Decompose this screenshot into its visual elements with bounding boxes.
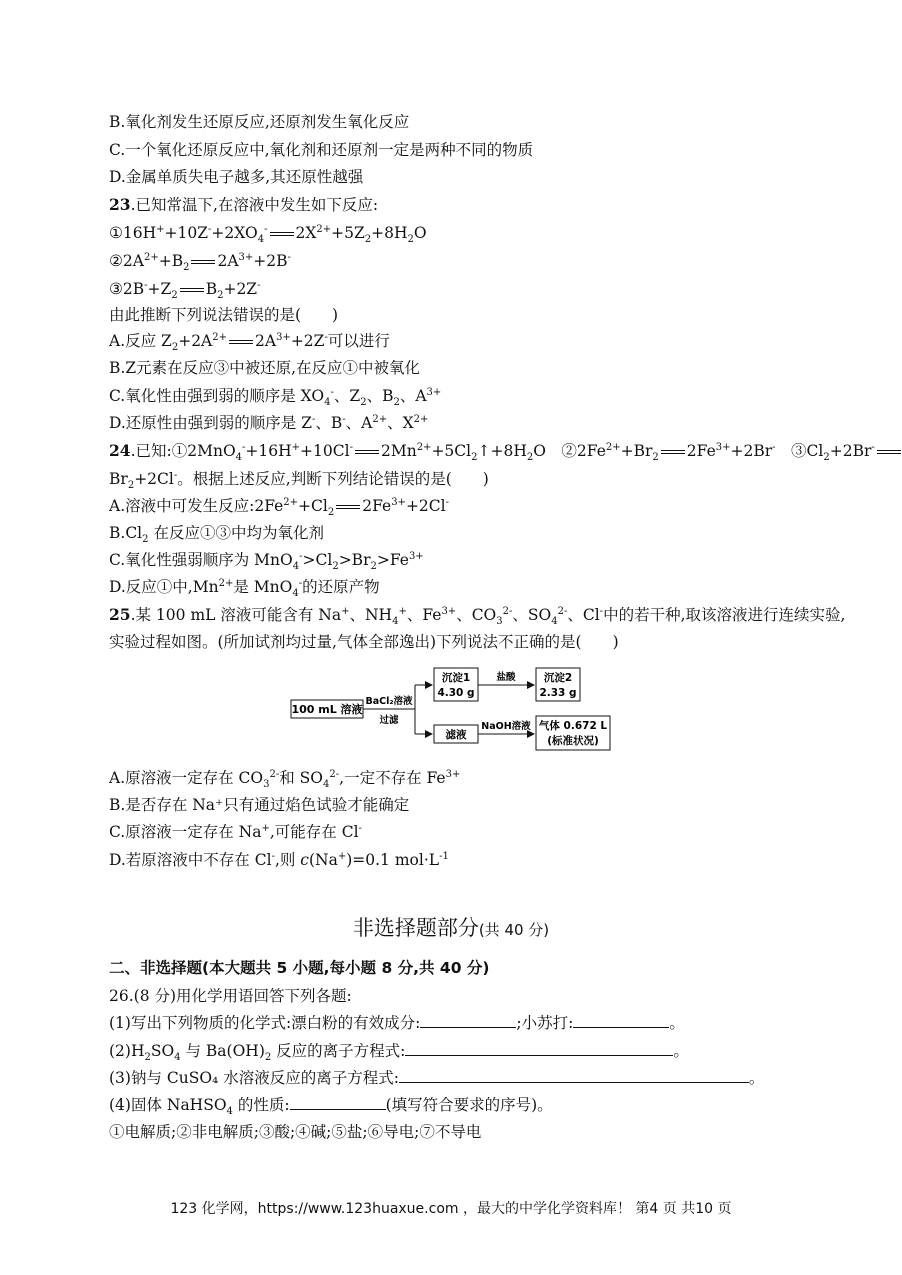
q24-option-d: D.反应①中$,Mn^{2+}$是 MnO$_4$-的还原产物 [109,577,380,600]
q26-part1-text-a: (1)写出下列物质的化学式:漂白粉的有效成分: [109,1014,421,1032]
gas-condition: (标准状况) [547,735,599,747]
q26-part3: (3)钠与 CuSO₄ 水溶液反应的离子方程式: 。 [109,1069,765,1087]
q25-option-a: A.原溶液一定存在 $CO_3^{2-}$和 $SO_4^{2-}$,一定不存在 $Fe^{3+}$ [109,768,461,791]
q26-part4: (4)固体 NaHSO$_4$ 的性质: (填写符合要求的序号)。 [109,1096,553,1118]
page-footer: 123 化学网，https://www.123huaxue.com ，最大的中学化学资料库！ 第4 页 共10 页 [170,1201,732,1217]
q23-option-a: A.反应 $Z_2+2A^{2+}$ $2A^{3+}+2Z^-$可以进行 [109,331,390,354]
q23-stem-text: .已知常温下,在溶液中发生如下反应: [130,196,379,214]
q23-question: 由此推断下列说法错误的是( ) [109,306,339,324]
answer-blank[interactable] [573,1013,669,1028]
q25-stem-line2: 实验过程如图。(所加试剂均过量,气体全部逸出)下列说法不正确的是( ) [109,633,619,651]
q24-question: 根据上述反应,判断下列结论错误的是( ) [192,470,489,488]
gas-volume: 气体 0.672 L [538,720,608,732]
answer-blank[interactable] [399,1068,749,1083]
answer-blank[interactable] [420,1013,516,1028]
ppt2-mass: 2.33 g [539,687,577,699]
start-label: 100 mL 溶液 [291,703,363,716]
q24-reactions-line1: 24.已知:①2MnO$_4$-+16H++10Cl- $2Mn^{2+}+5Cl_2↑+8H_2O$ $②2Fe^{2+}+Br_2$ $2Fe^{3+}+2Br^-$ $③Cl_2+2Br^-$ [109,441,902,461]
q23-option-b: B.Z元素在反应③中被还原,在反应①中被氧化 [109,359,421,377]
q24-option-b: $B.Cl_2$ 在反应①③中均为氧化剂 [109,524,324,546]
q26-stem: 26.(8 分)用化学用语回答下列各题: [109,987,352,1005]
q23-number: 23 [109,195,131,214]
q25-option-c: C.原溶液一定存在 Na+,可能存在 Cl- [109,822,362,841]
q23-option-c: C.氧化性由强到弱的顺序是 $XO_4^-$、$Z_2$、$B_2$、$A^{3+}$ [109,386,442,409]
reagent3-label: NaOH溶液 [481,721,531,732]
q26-part4-text: (填写符合要求的序号)。 [385,1096,553,1114]
q26-part2: $(2)H_2SO_4$ 与 $Ba(OH)_2$ 反应的离子方程式: 。 [109,1042,689,1064]
section-title-text: 非选择题部分 [352,916,479,940]
q23-stem [109,195,378,215]
q25-option-d: D.若原溶液中不存在 Cl-,则 c(Na+)=0.1 $mol\cdot L^{-1}$ [109,850,449,869]
q26-part3-text: (3)钠与 CuSO₄ 水溶液反应的离子方程式: [109,1069,399,1087]
ppt1-mass: 4.30 g [437,687,475,699]
q26-part1-text-b: ;小苏打: [516,1014,574,1032]
section-title [0,912,902,942]
q23-option-d: D.还原性由强到弱的顺序是 Z-、B-、$A^{2+}$、$X^{2+}$ [109,413,429,432]
q25-flowchart [285,660,625,760]
answer-blank[interactable] [290,1095,386,1110]
reagent1-label: BaCl₂溶液 [365,696,413,707]
q24-number: 24 [109,441,131,460]
q23-reaction-1: $①16H^++10Z^-+2XO_4^-$ $2X^{2+}+5Z_2+8H_2O$ [109,223,427,246]
q22-option-d: D.金属单质失电子越多,其还原性越强 [109,168,364,186]
q24-reactions-line2: $Br_2+2Cl^-$。根据上述反应,判断下列结论错误的是( ) [109,469,489,492]
reagent2-label: 盐酸 [496,672,516,683]
op1-label: 过滤 [379,715,399,726]
q24-option-a: A.溶液中可发生反应$:2Fe^{2+}+Cl_2$ $2Fe^{3+}+2Cl^-$ [109,496,449,519]
q23-reaction-2: $②2A^{2+}+B_2$ $2A^{3+}+2B^-$ [109,251,291,274]
q26-part1: (1)写出下列物质的化学式:漂白粉的有效成分: ;小苏打: 。 [109,1014,685,1032]
section-score: (共 40 分) [478,921,550,939]
ppt1-name: 沉淀1 [441,672,471,684]
q26-choices: ①电解质;②非电解质;③酸;④碱;⑤盐;⑥导电;⑦不导电 [109,1123,482,1141]
ppt2-name: 沉淀2 [543,672,573,684]
q25-option-b: B.是否存在 Na⁺只有通过焰色试验才能确定 [109,796,410,814]
section-heading: 二、非选择题(本大题共 5 小题,每小题 8 分,共 40 分) [109,959,490,977]
answer-blank[interactable] [405,1041,673,1056]
q25-number: 25 [109,605,131,624]
q22-option-b: B.氧化剂发生还原反应,还原剂发生氧化反应 [109,113,410,131]
q22-option-c: C.一个氧化还原反应中,氧化剂和还原剂一定是两种不同的物质 [109,141,534,159]
q23-reaction-3: $③2B^-+Z_2$ $B_2+2Z^-$ [109,279,261,302]
q25-stem-line1: 25.某 100 mL 溶液可能含有 Na+、$NH_4^+$、$Fe^{3+}$、$CO_3^{2-}$、$SO_4^{2-}$、Cl-中的若干种,取该溶液进行连续实验, [109,605,846,628]
q24-option-c: C.氧化性强弱顺序为 $MnO_4^->Cl_2>Br_2>Fe^{3+}$ [109,550,424,573]
filtrate-label: 滤液 [445,729,467,741]
